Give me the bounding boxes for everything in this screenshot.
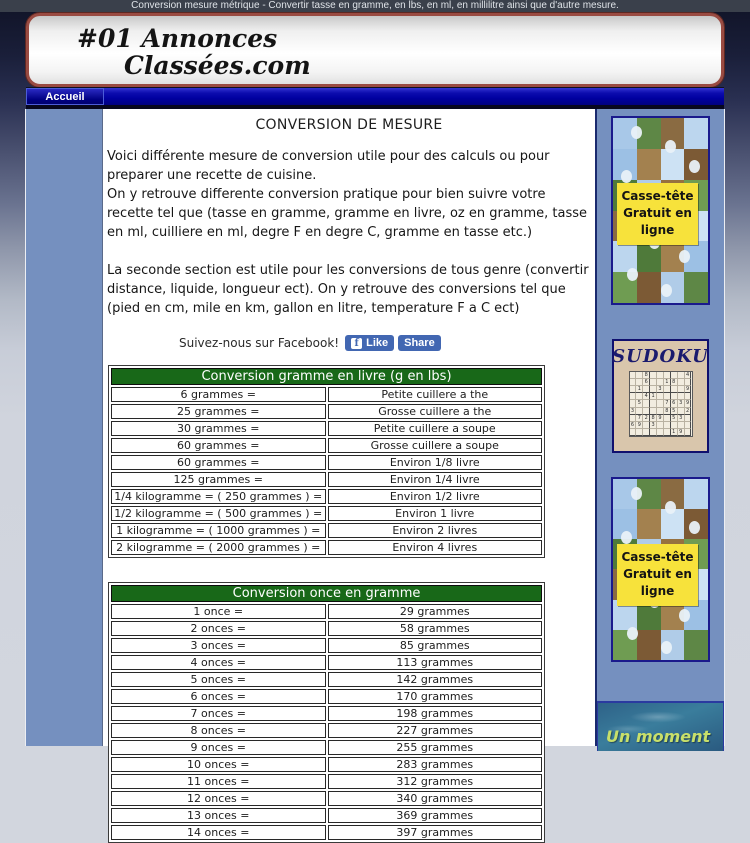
sudoku-cell: 5 xyxy=(671,415,678,422)
table-cell: 25 grammes = xyxy=(111,404,326,419)
table-cell: 1 kilogramme = ( 1000 grammes ) = xyxy=(111,523,326,538)
puzzle-knob xyxy=(689,160,700,173)
table-cell: 1/2 kilogramme = ( 500 grammes ) = xyxy=(111,506,326,521)
moment-ad-banner[interactable] xyxy=(597,701,724,751)
sudoku-cell xyxy=(650,400,657,407)
sudoku-cell: 4 xyxy=(685,372,692,379)
sudoku-cell: 1 xyxy=(636,386,643,393)
sudoku-cell xyxy=(678,379,685,386)
table-cell: Environ 1 livre xyxy=(328,506,543,521)
facebook-share-label: Share xyxy=(404,337,435,349)
table-cell: 2 onces = xyxy=(111,621,326,636)
sudoku-cell: 1 xyxy=(650,393,657,400)
table-cell: 283 grammes xyxy=(328,757,543,772)
table-cell: 11 onces = xyxy=(111,774,326,789)
table-row xyxy=(111,672,542,687)
table-cell: 13 onces = xyxy=(111,808,326,823)
sudoku-cell xyxy=(630,393,637,400)
puzzle-ad-label xyxy=(617,544,698,606)
puzzle-ad-line2: Gratuit en ligne xyxy=(623,206,692,237)
table-cell: 369 grammes xyxy=(328,808,543,823)
table-cell: Environ 1/8 livre xyxy=(328,455,543,470)
table-cell: 255 grammes xyxy=(328,740,543,755)
sudoku-cell: 6 xyxy=(643,379,650,386)
puzzle-knob xyxy=(621,170,632,183)
table-cell: Environ 1/2 livre xyxy=(328,489,543,504)
puzzle-tile xyxy=(661,149,685,180)
table-cell: 142 grammes xyxy=(328,672,543,687)
sudoku-cell: 3 xyxy=(678,415,685,422)
left-spacer xyxy=(26,109,102,746)
table-cell: 397 grammes xyxy=(328,825,543,840)
table-cell: 2 kilogramme = ( 2000 grammes ) = xyxy=(111,540,326,555)
sudoku-cell: 3 xyxy=(630,408,637,415)
puzzle-tile xyxy=(684,118,708,149)
conversion-table-gramme-livre xyxy=(108,365,545,558)
table-row xyxy=(111,791,542,806)
sudoku-cell xyxy=(650,386,657,393)
sudoku-cell xyxy=(636,429,643,436)
puzzle-knob xyxy=(631,126,642,139)
sudoku-ad-title: SUDOKU xyxy=(612,346,709,367)
table-cell: Environ 2 livres xyxy=(328,523,543,538)
sudoku-cell: 8 xyxy=(671,379,678,386)
puzzle-ad-line1: Casse-tête xyxy=(621,550,694,564)
puzzle-tile xyxy=(637,272,661,303)
puzzle-tile xyxy=(637,630,661,660)
table-cell: Petite cuillere a soupe xyxy=(328,421,543,436)
table-cell: Grosse cuillere a the xyxy=(328,404,543,419)
sudoku-cell xyxy=(685,379,692,386)
browser-tagline-bar: Conversion mesure métrique - Convertir tasse en gramme, en lbs, en ml, en millilitre ainsi que d'autre mesure. xyxy=(0,0,750,12)
sudoku-cell xyxy=(678,393,685,400)
puzzle-tile xyxy=(637,509,661,539)
sudoku-cell: 2 xyxy=(643,415,650,422)
puzzle-ad-banner-bottom[interactable] xyxy=(611,477,710,662)
sudoku-cell xyxy=(678,422,685,429)
site-logo-line2: Classées.com xyxy=(124,51,311,80)
puzzle-ad-banner-top[interactable] xyxy=(611,116,710,305)
sudoku-grid xyxy=(629,371,693,437)
table-row xyxy=(111,489,542,504)
puzzle-knob xyxy=(665,140,676,153)
facebook-icon: f xyxy=(351,338,362,349)
intro-paragraph-3: La seconde section est utile pour les conversions de tous genre (convertir distance, liquide, longueur ect). On y retrouve des conversions tel que (pied en cm, mile en km, gallon en litre, temperature F a C ect) xyxy=(107,263,589,316)
sudoku-cell xyxy=(630,415,637,422)
moment-ad-text: Un moment xyxy=(606,727,711,746)
table-row xyxy=(111,540,542,555)
puzzle-knob xyxy=(627,268,638,281)
nav-tab-accueil[interactable]: Accueil xyxy=(26,88,104,105)
table-cell: 113 grammes xyxy=(328,655,543,670)
table-cell: 58 grammes xyxy=(328,621,543,636)
table-row xyxy=(111,387,542,402)
sudoku-cell xyxy=(636,379,643,386)
sudoku-cell: 8 xyxy=(650,415,657,422)
puzzle-knob xyxy=(661,641,672,654)
table-row xyxy=(111,774,542,789)
sudoku-cell: 5 xyxy=(671,408,678,415)
sudoku-cell xyxy=(678,372,685,379)
table-cell: 3 onces = xyxy=(111,638,326,653)
sudoku-cell xyxy=(643,408,650,415)
facebook-like-label: Like xyxy=(366,337,389,349)
right-sidebar xyxy=(597,109,724,746)
sudoku-cell: 3 xyxy=(678,400,685,407)
sudoku-cell xyxy=(630,429,637,436)
page-container xyxy=(25,12,725,839)
sudoku-cell xyxy=(685,415,692,422)
table-row xyxy=(111,808,542,823)
puzzle-knob xyxy=(661,284,672,297)
table-cell: 125 grammes = xyxy=(111,472,326,487)
puzzle-tile xyxy=(637,149,661,180)
table-row xyxy=(111,706,542,721)
sudoku-cell xyxy=(636,393,643,400)
table-cell: 5 onces = xyxy=(111,672,326,687)
sudoku-cell xyxy=(650,372,657,379)
sudoku-cell: 3 xyxy=(657,386,664,393)
sudoku-cell xyxy=(685,429,692,436)
sudoku-cell xyxy=(664,415,671,422)
sudoku-cell xyxy=(636,372,643,379)
sudoku-cell: 2 xyxy=(685,408,692,415)
table-row xyxy=(111,621,542,636)
table-row xyxy=(111,506,542,521)
puzzle-knob xyxy=(679,250,690,263)
sudoku-cell: 9 xyxy=(636,422,643,429)
sudoku-cell xyxy=(657,379,664,386)
table-row xyxy=(111,655,542,670)
table-row xyxy=(111,825,542,840)
table-row xyxy=(111,689,542,704)
sudoku-cell xyxy=(657,400,664,407)
table-row xyxy=(111,421,542,436)
table-title: Conversion gramme en livre (g en lbs) xyxy=(111,368,542,385)
table-cell: 7 onces = xyxy=(111,706,326,721)
sudoku-cell xyxy=(685,393,692,400)
sudoku-cell xyxy=(630,372,637,379)
table-cell: Environ 4 livres xyxy=(328,540,543,555)
main-nav xyxy=(26,87,724,109)
sudoku-cell xyxy=(643,422,650,429)
puzzle-knob xyxy=(631,487,642,500)
table-body xyxy=(111,387,542,555)
table-row xyxy=(111,723,542,738)
sudoku-cell: 8 xyxy=(664,408,671,415)
table-row xyxy=(111,455,542,470)
main-content xyxy=(102,109,595,839)
sudoku-cell xyxy=(664,372,671,379)
sudoku-cell: 8 xyxy=(643,372,650,379)
table-cell: 12 onces = xyxy=(111,791,326,806)
sudoku-cell xyxy=(643,400,650,407)
sudoku-cell: 6 xyxy=(630,422,637,429)
table-cell: 6 onces = xyxy=(111,689,326,704)
sudoku-cell xyxy=(664,422,671,429)
sudoku-cell xyxy=(630,386,637,393)
table-cell: 4 onces = xyxy=(111,655,326,670)
facebook-row xyxy=(179,335,591,351)
puzzle-knob xyxy=(665,501,676,514)
table-cell: 1/4 kilogramme = ( 250 grammes ) = xyxy=(111,489,326,504)
table-cell: 30 grammes = xyxy=(111,421,326,436)
sudoku-cell xyxy=(671,386,678,393)
sudoku-cell: 6 xyxy=(671,400,678,407)
sudoku-cell xyxy=(643,429,650,436)
table-body xyxy=(111,604,542,840)
site-logo[interactable] xyxy=(26,13,724,87)
sudoku-cell: 4 xyxy=(643,393,650,400)
table-row xyxy=(111,604,542,619)
table-cell: 60 grammes = xyxy=(111,438,326,453)
sudoku-cell xyxy=(657,408,664,415)
table-cell: 340 grammes xyxy=(328,791,543,806)
table-cell: 85 grammes xyxy=(328,638,543,653)
table-cell: Petite cuillere a the xyxy=(328,387,543,402)
site-logo-line1: #01 Annonces xyxy=(77,24,278,53)
table-title: Conversion once en gramme xyxy=(111,585,542,602)
table-cell: 10 onces = xyxy=(111,757,326,772)
table-cell: 1 once = xyxy=(111,604,326,619)
table-row xyxy=(111,757,542,772)
table-row xyxy=(111,438,542,453)
page-title: CONVERSION DE MESURE xyxy=(255,117,443,133)
table-cell: 198 grammes xyxy=(328,706,543,721)
table-cell: 227 grammes xyxy=(328,723,543,738)
puzzle-knob xyxy=(621,531,632,544)
sudoku-cell xyxy=(643,386,650,393)
sudoku-cell: 3 xyxy=(650,422,657,429)
puzzle-knob xyxy=(627,627,638,640)
sudoku-cell xyxy=(685,422,692,429)
sudoku-cell xyxy=(664,386,671,393)
sudoku-cell xyxy=(664,393,671,400)
puzzle-tile xyxy=(684,479,708,509)
sudoku-cell xyxy=(630,400,637,407)
sudoku-cell xyxy=(671,393,678,400)
sudoku-cell xyxy=(678,408,685,415)
puzzle-ad-line2: Gratuit en ligne xyxy=(623,567,692,598)
sudoku-cell xyxy=(650,429,657,436)
sudoku-cell: 9 xyxy=(685,386,692,393)
sudoku-cell xyxy=(664,429,671,436)
sudoku-cell: 5 xyxy=(636,400,643,407)
sudoku-ad-banner[interactable] xyxy=(612,339,709,453)
table-cell: Environ 1/4 livre xyxy=(328,472,543,487)
sudoku-cell xyxy=(630,379,637,386)
intro-paragraph-1: Voici différente mesure de conversion utile pour des calculs ou pour preparer une recette de cuisine. xyxy=(107,149,550,183)
conversion-table-once-gramme xyxy=(108,582,545,843)
sudoku-cell xyxy=(657,429,664,436)
sudoku-cell: 7 xyxy=(636,415,643,422)
sudoku-cell xyxy=(636,408,643,415)
facebook-share-button[interactable] xyxy=(398,335,441,351)
facebook-like-button[interactable] xyxy=(345,335,394,351)
sudoku-cell xyxy=(657,372,664,379)
sudoku-cell xyxy=(671,372,678,379)
table-cell: 60 grammes = xyxy=(111,455,326,470)
table-cell: 8 onces = xyxy=(111,723,326,738)
table-cell: 9 onces = xyxy=(111,740,326,755)
table-cell: 6 grammes = xyxy=(111,387,326,402)
puzzle-tile xyxy=(684,630,708,660)
table-cell: 312 grammes xyxy=(328,774,543,789)
table-cell: 14 onces = xyxy=(111,825,326,840)
sudoku-cell: 9 xyxy=(685,400,692,407)
sudoku-cell xyxy=(657,393,664,400)
intro-paragraph-2: On y retrouve differente conversion pratique pour bien suivre votre recette tel que (tasse en gramme, gramme en livre, oz en gramme, tasse en ml, cuilliere en ml, degre F en degre C, gramme en tasse etc.) xyxy=(107,187,587,240)
sudoku-cell xyxy=(671,422,678,429)
content-row xyxy=(25,109,725,839)
puzzle-knob xyxy=(679,609,690,622)
table-row xyxy=(111,523,542,538)
sudoku-cell xyxy=(678,386,685,393)
puzzle-ad-label xyxy=(617,183,698,245)
puzzle-ad-line1: Casse-tête xyxy=(621,189,694,203)
sudoku-cell: 9 xyxy=(678,429,685,436)
puzzle-tile xyxy=(661,509,685,539)
table-row xyxy=(111,740,542,755)
table-cell: Grosse cuillere a soupe xyxy=(328,438,543,453)
table-cell: 29 grammes xyxy=(328,604,543,619)
sudoku-cell: 1 xyxy=(664,379,671,386)
facebook-prompt: Suivez-nous sur Facebook! xyxy=(179,336,340,350)
table-row xyxy=(111,404,542,419)
sudoku-cell: 9 xyxy=(657,415,664,422)
table-cell: 170 grammes xyxy=(328,689,543,704)
sudoku-cell xyxy=(657,422,664,429)
sudoku-cell xyxy=(650,408,657,415)
sudoku-cell: 1 xyxy=(671,429,678,436)
table-row xyxy=(111,638,542,653)
sudoku-cell: 7 xyxy=(664,400,671,407)
table-row xyxy=(111,472,542,487)
puzzle-knob xyxy=(689,521,700,534)
sudoku-cell xyxy=(650,379,657,386)
puzzle-tile xyxy=(684,272,708,303)
